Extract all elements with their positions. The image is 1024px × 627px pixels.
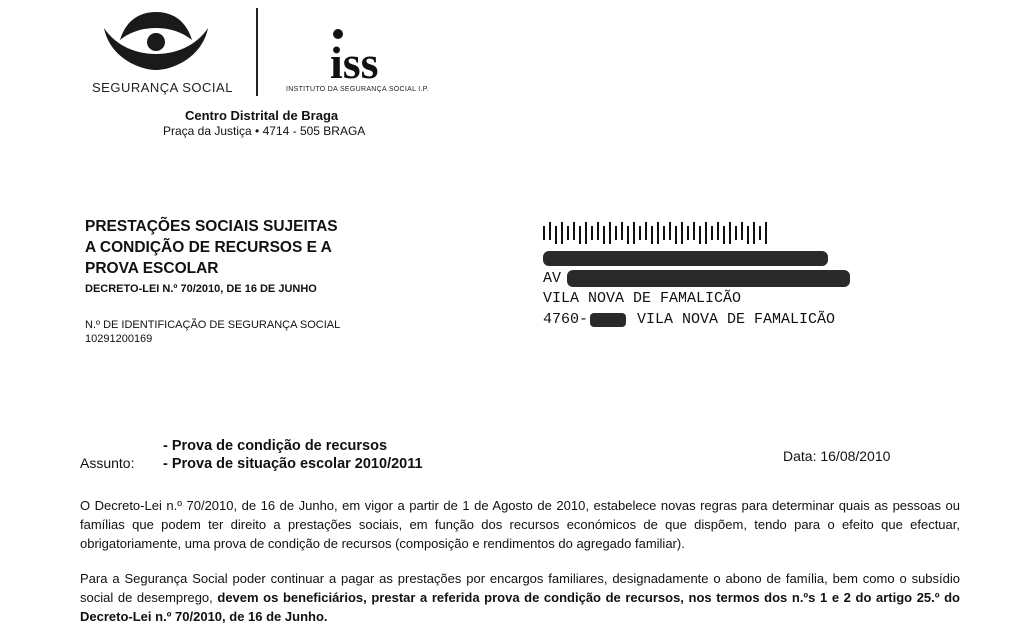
body-paragraph-2	[80, 569, 960, 626]
id-label: N.º DE IDENTIFICAÇÃO DE SEGURANÇA SOCIAL	[85, 319, 341, 331]
paragraph-2-normal: Para a Segurança Social poder continuar a pagar as prestações por encargos familiares, designadamente o abono de família, bem como o subsídio social de desemprego,	[80, 571, 960, 605]
document-title: PRESTAÇÕES SOCIAIS SUJEITAS A CONDIÇÃO DE RECURSOS E A PROVA ESCOLAR	[85, 218, 338, 277]
header-divider	[256, 8, 258, 96]
assunto-item-2: - Prova de situação escolar 2010/2011	[163, 456, 423, 472]
address-prefix: AV	[543, 270, 562, 287]
centro-name: Centro Distrital de Braga	[185, 108, 339, 123]
redacted-street	[567, 270, 850, 287]
redacted-name	[543, 251, 828, 266]
seguranca-social-logo	[100, 10, 212, 72]
centro-address: Praça da Justiça • 4714 - 505 BRAGA	[163, 124, 366, 138]
recipient-address-line1	[543, 270, 561, 287]
redacted-postal-code	[590, 313, 626, 327]
document-date: Data: 16/08/2010	[783, 448, 891, 464]
postal-locality: VILA NOVA DE FAMALICÃO	[637, 311, 836, 328]
body-paragraph-1: O Decreto-Lei n.º 70/2010, de 16 de Junho, em vigor a partir de 1 de Agosto de 2010, estabelece novas regras para determinar quais as pessoas ou famílias que podem ter direito a prestações sociais, em função dos recursos económicos de que dispõem, tendo para o efeito que efectuar, obrigatoriamente, uma prova de condição de recursos (composição e rendimentos do agregado familiar).	[80, 498, 960, 551]
seguranca-social-text: SEGURANÇA SOCIAL	[92, 80, 233, 95]
recipient-address-line3	[543, 311, 835, 328]
postal-code-prefix: 4760-	[543, 311, 589, 328]
iss-org-name: INSTITUTO DA SEGURANÇA SOCIAL I.P.	[286, 86, 430, 93]
id-value: 10291200169	[85, 333, 153, 345]
assunto-item-1: - Prova de condição de recursos	[163, 438, 388, 454]
decree-reference: DECRETO-LEI N.º 70/2010, DE 16 DE JUNHO	[85, 283, 317, 295]
paragraph-2-bold: devem os beneficiários, prestar a referida prova de condição de recursos, nos termos dos n.ºs 1 e 2 do artigo 25.º do Decreto-Lei n.º 70/2010, de 16 de Junho.	[80, 590, 961, 624]
recipient-address-line2: VILA NOVA DE FAMALICÃO	[543, 290, 742, 307]
postal-barcode	[543, 222, 769, 244]
iss-logo-lettering: iss	[330, 37, 379, 80]
iss-logo	[330, 28, 390, 80]
assunto-label: Assunto:	[80, 455, 135, 471]
